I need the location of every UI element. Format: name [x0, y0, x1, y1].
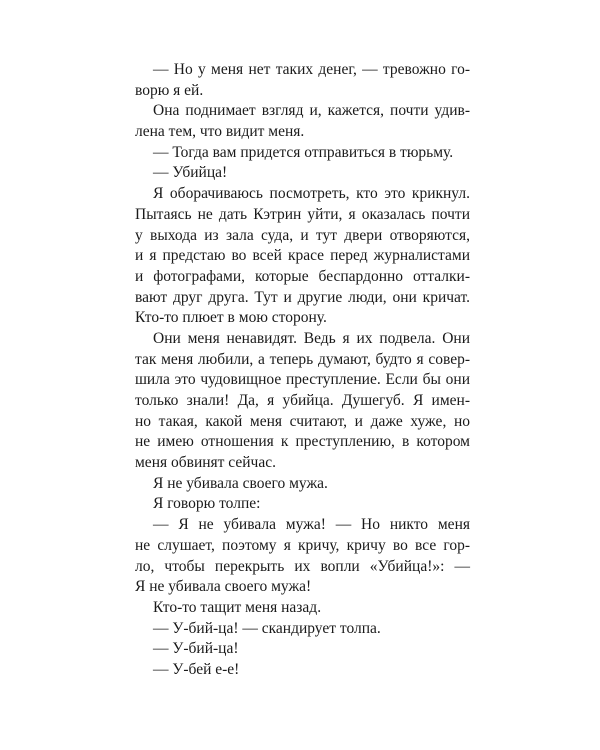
body-text	[135, 60, 470, 681]
text-line: и фотографами, которые беспардонно отталки-	[135, 267, 470, 285]
text-line: Кто-то плюет в мою сторону.	[135, 309, 327, 327]
text-line: только знали! Да, я убийца. Душегуб. Я имен-	[135, 392, 470, 409]
text-line: лена тем, что видит меня.	[135, 123, 305, 141]
text-line: — Убийца!	[153, 164, 228, 182]
text-line: Я говорю толпе:	[153, 495, 261, 513]
text-line: — У-бий-ца! — скандирует толпа.	[153, 619, 381, 637]
text-line: и я предстаю во всей красе перед журналистами	[135, 247, 470, 265]
text-line: меня обвинят сейчас.	[135, 454, 276, 472]
text-line: так меня любили, а теперь думают, будто я совер-	[135, 350, 470, 368]
text-line: — Тогда вам придется отправиться в тюрьму.	[153, 143, 454, 161]
text-line: Пытаясь не дать Кэтрин уйти, я оказалась почти	[135, 205, 470, 223]
text-line: ло, чтобы перекрыть их вопли «Убийца!»: —	[135, 557, 470, 575]
text-line: Они меня ненавидят. Ведь я их подвела. Они	[153, 329, 470, 347]
text-line: Она поднимает взгляд и, кажется, почти удив-	[153, 102, 470, 120]
text-line: не имею отношения к преступлению, в котором	[135, 433, 470, 451]
text-line: — Но у меня нет таких денег, — тревожно го-	[153, 61, 470, 78]
text-line: Кто-то тащит меня назад.	[153, 598, 322, 616]
text-line: вают друг друга. Тут и другие люди, они кричат.	[135, 288, 470, 306]
text-line: Я не убивала своего мужа!	[135, 578, 312, 596]
text-line: не слушает, поэтому я кричу, кричу во все гор-	[135, 536, 470, 554]
text-line: у выхода из зала суда, и тут двери отворяются,	[135, 226, 470, 244]
text-line: — У-бий-ца!	[153, 640, 239, 658]
text-line: — У-бей е-е!	[153, 660, 240, 678]
text-line: Я оборачиваюсь посмотреть, кто это крикнул.	[153, 185, 470, 203]
text-line: Я не убивала своего мужа.	[153, 474, 328, 492]
text-line: но такая, какой меня считают, и даже хуже, но	[135, 412, 470, 430]
text-line: ворю я ей.	[135, 81, 204, 99]
text-line: — Я не убивала мужа! — Но никто меня	[153, 516, 470, 534]
text-line: шила это чудовищное преступление. Если бы они	[135, 371, 470, 389]
